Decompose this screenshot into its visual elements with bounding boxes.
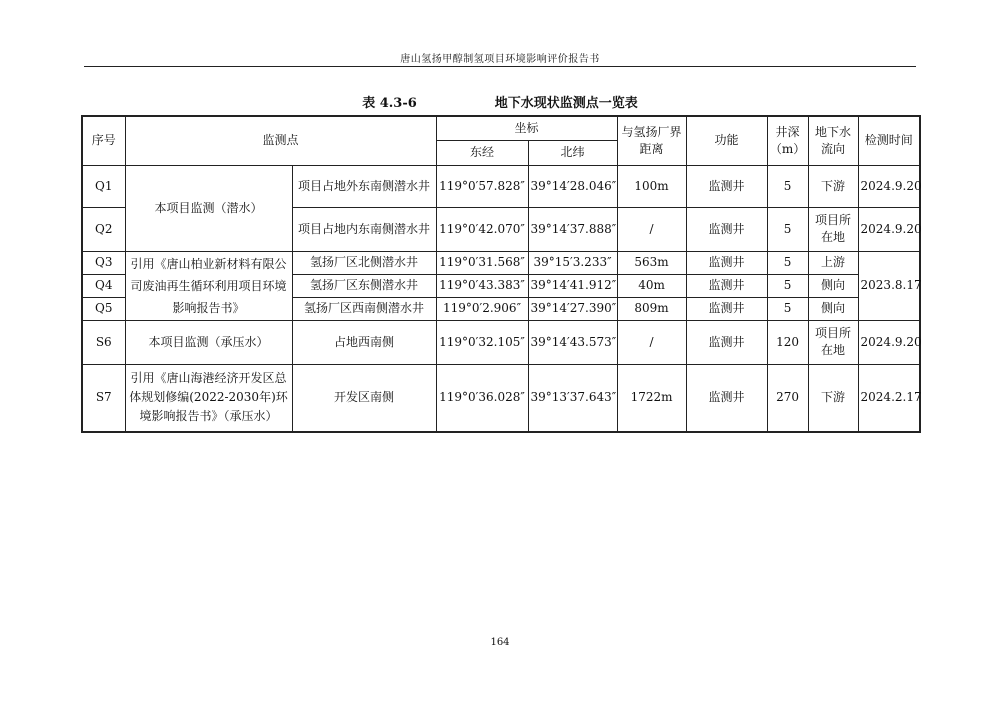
table-row [82,364,920,432]
cell-source: 本项目监测（潜水） [125,165,292,251]
cell-depth: 5 [767,207,808,251]
cell-north: 39°13′37.643″ [528,364,617,432]
cell-north: 39°14′37.888″ [528,207,617,251]
header-east: 东经 [436,140,528,165]
cell-east: 119°0′32.105″ [436,320,528,364]
header-seq: 序号 [82,116,125,165]
cell-depth: 120 [767,320,808,364]
cell-north: 39°14′41.912″ [528,274,617,297]
cell-point: 氢扬厂区东侧潜水井 [292,274,436,297]
cell-source: 引用《唐山柏业新材料有限公司废油再生循环利用项目环境影响报告书》 [125,251,292,320]
cell-source: 引用《唐山海港经济开发区总体规划修编(2022-2030年)环境影响报告书》（承压水） [125,364,292,432]
header-point: 监测点 [125,116,436,165]
cell-seq: S6 [82,320,125,364]
running-header: 唐山氢扬甲醇制氢项目环境影响评价报告书 [400,54,600,65]
cell-east: 119°0′43.383″ [436,274,528,297]
cell-time: 2023.8.17 [858,251,920,320]
table-row [82,320,920,364]
cell-flow: 下游 [808,364,858,432]
cell-seq: Q4 [82,274,125,297]
cell-distance: 40m [617,274,686,297]
cell-source: 本项目监测（承压水） [125,320,292,364]
cell-east: 119°0′36.028″ [436,364,528,432]
cell-time: 2024.9.20 [858,165,920,207]
header-row-1 [82,116,920,140]
cell-function: 监测井 [686,297,767,320]
cell-distance: 1722m [617,364,686,432]
cell-function: 监测井 [686,274,767,297]
header-coords: 坐标 [436,116,617,140]
cell-flow: 上游 [808,251,858,274]
cell-seq: Q5 [82,297,125,320]
cell-distance: / [617,207,686,251]
cell-flow: 侧向 [808,297,858,320]
cell-seq: Q1 [82,165,125,207]
cell-time: 2024.9.20 [858,320,920,364]
header-flow: 地下水流向 [808,116,858,165]
page-number: 164 [490,637,510,648]
cell-function: 监测井 [686,207,767,251]
table-row [82,165,920,207]
header-depth: 井深（m） [767,116,808,165]
cell-time: 2024.2.17 [858,364,920,432]
header-function: 功能 [686,116,767,165]
header-time: 检测时间 [858,116,920,165]
cell-north: 39°15′3.233″ [528,251,617,274]
cell-east: 119°0′42.070″ [436,207,528,251]
cell-east: 119°0′57.828″ [436,165,528,207]
cell-function: 监测井 [686,320,767,364]
cell-east: 119°0′2.906″ [436,297,528,320]
header-distance: 与氢扬厂界距离 [617,116,686,165]
cell-flow: 项目所在地 [808,207,858,251]
cell-flow: 项目所在地 [808,320,858,364]
cell-point: 项目占地内东南侧潜水井 [292,207,436,251]
cell-depth: 5 [767,251,808,274]
cell-point: 氢扬厂区西南侧潜水井 [292,297,436,320]
monitoring-points-table [81,115,921,433]
cell-distance: 100m [617,165,686,207]
cell-function: 监测井 [686,251,767,274]
cell-flow: 下游 [808,165,858,207]
cell-point: 氢扬厂区北侧潜水井 [292,251,436,274]
table-row [82,251,920,274]
cell-seq: S7 [82,364,125,432]
cell-seq: Q3 [82,251,125,274]
cell-north: 39°14′43.573″ [528,320,617,364]
cell-depth: 5 [767,297,808,320]
table-caption [0,92,1000,111]
table-title: 地下水现状监测点一览表 [494,96,638,111]
cell-depth: 270 [767,364,808,432]
header-rule [84,66,916,67]
header-north: 北纬 [528,140,617,165]
cell-function: 监测井 [686,364,767,432]
cell-distance: 563m [617,251,686,274]
cell-distance: / [617,320,686,364]
cell-point: 占地西南侧 [292,320,436,364]
cell-north: 39°14′27.390″ [528,297,617,320]
cell-point: 开发区南侧 [292,364,436,432]
table-number: 表 4.3-6 [362,96,417,111]
cell-distance: 809m [617,297,686,320]
cell-east: 119°0′31.568″ [436,251,528,274]
cell-time: 2024.9.20 [858,207,920,251]
cell-north: 39°14′28.046″ [528,165,617,207]
cell-point: 项目占地外东南侧潜水井 [292,165,436,207]
cell-depth: 5 [767,274,808,297]
cell-flow: 侧向 [808,274,858,297]
cell-depth: 5 [767,165,808,207]
cell-function: 监测井 [686,165,767,207]
cell-seq: Q2 [82,207,125,251]
